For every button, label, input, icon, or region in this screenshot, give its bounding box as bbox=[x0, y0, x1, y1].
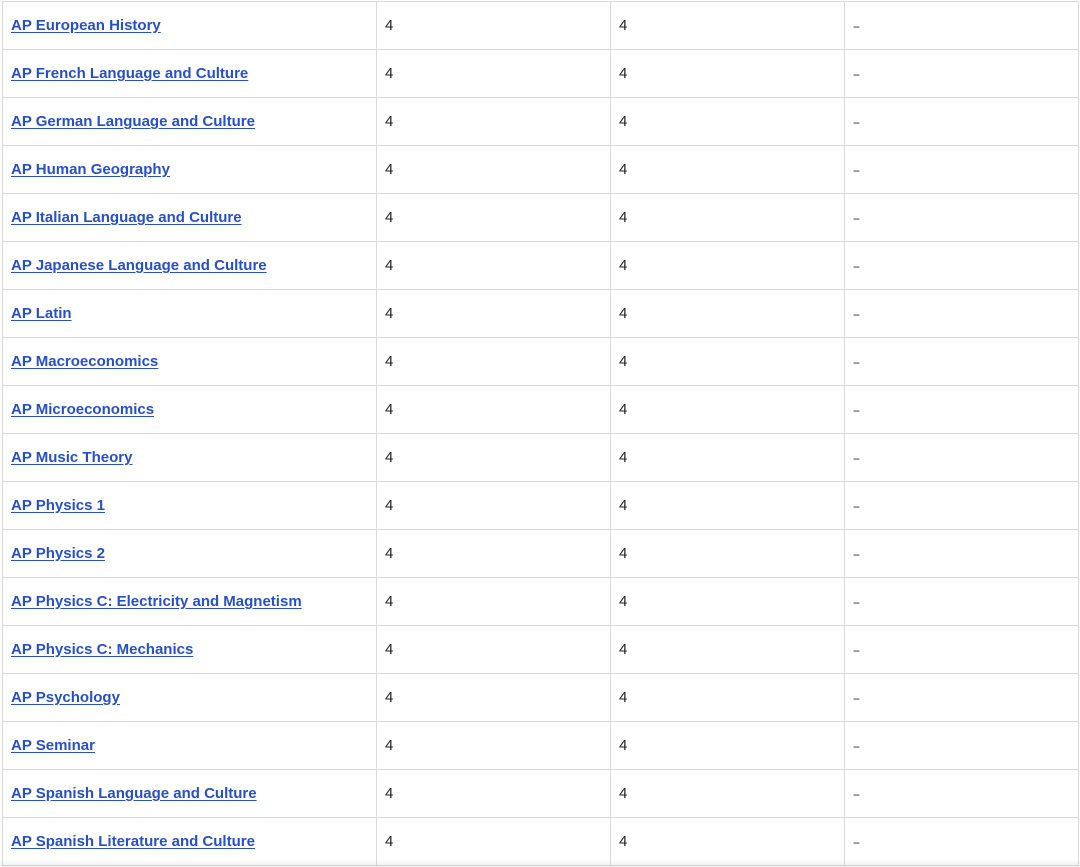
score-cell: 4 bbox=[377, 530, 611, 578]
empty-value: -- bbox=[853, 691, 859, 705]
table-row bbox=[3, 338, 1079, 386]
credit-cell bbox=[845, 770, 1079, 818]
table-row bbox=[3, 146, 1079, 194]
table-row bbox=[3, 98, 1079, 146]
course-cell bbox=[3, 2, 377, 50]
course-link[interactable]: AP Seminar bbox=[11, 737, 95, 754]
empty-value: -- bbox=[853, 67, 859, 81]
course-link[interactable]: AP Physics 2 bbox=[11, 545, 105, 562]
course-cell bbox=[3, 146, 377, 194]
bottom-fade bbox=[0, 859, 1080, 867]
score-cell: 4 bbox=[611, 290, 845, 338]
course-cell bbox=[3, 578, 377, 626]
score-cell: 4 bbox=[377, 578, 611, 626]
course-link[interactable]: AP Physics 1 bbox=[11, 497, 105, 514]
score-cell: 4 bbox=[377, 386, 611, 434]
table-row bbox=[3, 578, 1079, 626]
score-cell: 4 bbox=[611, 530, 845, 578]
credit-cell bbox=[845, 50, 1079, 98]
empty-value: -- bbox=[853, 355, 859, 369]
empty-value: -- bbox=[853, 403, 859, 417]
score-cell: 4 bbox=[611, 722, 845, 770]
score-cell: 4 bbox=[611, 194, 845, 242]
score-cell: 4 bbox=[611, 338, 845, 386]
course-cell bbox=[3, 290, 377, 338]
table-row bbox=[3, 674, 1079, 722]
empty-value: -- bbox=[853, 595, 859, 609]
course-cell bbox=[3, 434, 377, 482]
credit-cell bbox=[845, 242, 1079, 290]
empty-value: -- bbox=[853, 739, 859, 753]
score-cell: 4 bbox=[611, 386, 845, 434]
empty-value: -- bbox=[853, 259, 859, 273]
credit-cell bbox=[845, 386, 1079, 434]
course-cell bbox=[3, 194, 377, 242]
score-cell: 4 bbox=[377, 242, 611, 290]
course-cell bbox=[3, 626, 377, 674]
score-cell: 4 bbox=[611, 50, 845, 98]
score-cell: 4 bbox=[377, 722, 611, 770]
course-cell bbox=[3, 482, 377, 530]
credit-cell bbox=[845, 290, 1079, 338]
score-cell: 4 bbox=[611, 434, 845, 482]
table-row bbox=[3, 290, 1079, 338]
table-row bbox=[3, 2, 1079, 50]
course-link[interactable]: AP Spanish Language and Culture bbox=[11, 785, 257, 802]
course-cell bbox=[3, 770, 377, 818]
score-cell: 4 bbox=[377, 98, 611, 146]
score-cell: 4 bbox=[611, 146, 845, 194]
table-row bbox=[3, 530, 1079, 578]
table-row bbox=[3, 50, 1079, 98]
credit-cell bbox=[845, 146, 1079, 194]
credit-cell bbox=[845, 338, 1079, 386]
score-cell: 4 bbox=[377, 626, 611, 674]
score-cell: 4 bbox=[377, 482, 611, 530]
table-row bbox=[3, 770, 1079, 818]
table-body bbox=[3, 2, 1079, 866]
empty-value: -- bbox=[853, 451, 859, 465]
course-cell bbox=[3, 386, 377, 434]
score-cell: 4 bbox=[377, 674, 611, 722]
score-cell: 4 bbox=[611, 770, 845, 818]
course-link[interactable]: AP Psychology bbox=[11, 689, 120, 706]
course-link[interactable]: AP Italian Language and Culture bbox=[11, 209, 242, 226]
empty-value: -- bbox=[853, 835, 859, 849]
course-link[interactable]: AP European History bbox=[11, 17, 161, 34]
score-cell: 4 bbox=[611, 578, 845, 626]
score-cell: 4 bbox=[377, 338, 611, 386]
course-cell bbox=[3, 242, 377, 290]
empty-value: -- bbox=[853, 211, 859, 225]
credit-cell bbox=[845, 482, 1079, 530]
course-cell bbox=[3, 530, 377, 578]
course-link[interactable]: AP Japanese Language and Culture bbox=[11, 257, 267, 274]
course-link[interactable]: AP Physics C: Electricity and Magnetism bbox=[11, 593, 302, 610]
score-cell: 4 bbox=[377, 146, 611, 194]
course-link[interactable]: AP Microeconomics bbox=[11, 401, 155, 418]
credit-cell bbox=[845, 674, 1079, 722]
table-row bbox=[3, 434, 1079, 482]
table-row bbox=[3, 386, 1079, 434]
course-link[interactable]: AP Physics C: Mechanics bbox=[11, 641, 194, 658]
credit-cell bbox=[845, 194, 1079, 242]
score-cell: 4 bbox=[611, 482, 845, 530]
credit-cell bbox=[845, 626, 1079, 674]
course-link[interactable]: AP Spanish Literature and Culture bbox=[11, 833, 255, 850]
score-cell: 4 bbox=[611, 818, 845, 866]
score-cell: 4 bbox=[377, 290, 611, 338]
score-cell: 4 bbox=[377, 50, 611, 98]
score-cell: 4 bbox=[611, 242, 845, 290]
credit-cell bbox=[845, 722, 1079, 770]
course-link[interactable]: AP Macroeconomics bbox=[11, 353, 159, 370]
empty-value: -- bbox=[853, 547, 859, 561]
credit-cell bbox=[845, 578, 1079, 626]
credit-cell bbox=[845, 434, 1079, 482]
score-cell: 4 bbox=[611, 626, 845, 674]
score-cell: 4 bbox=[611, 2, 845, 50]
ap-credit-table bbox=[2, 1, 1079, 866]
course-link[interactable]: AP Latin bbox=[11, 305, 72, 322]
score-cell: 4 bbox=[377, 194, 611, 242]
empty-value: -- bbox=[853, 163, 859, 177]
score-cell: 4 bbox=[377, 770, 611, 818]
empty-value: -- bbox=[853, 499, 859, 513]
course-link[interactable]: AP German Language and Culture bbox=[11, 113, 255, 130]
score-cell: 4 bbox=[377, 818, 611, 866]
course-cell bbox=[3, 674, 377, 722]
table-row bbox=[3, 722, 1079, 770]
table-row bbox=[3, 194, 1079, 242]
course-link[interactable]: AP French Language and Culture bbox=[11, 65, 249, 82]
score-cell: 4 bbox=[611, 674, 845, 722]
table-row bbox=[3, 626, 1079, 674]
score-cell: 4 bbox=[611, 98, 845, 146]
course-cell bbox=[3, 722, 377, 770]
empty-value: -- bbox=[853, 787, 859, 801]
score-cell: 4 bbox=[377, 2, 611, 50]
table-row bbox=[3, 242, 1079, 290]
course-cell bbox=[3, 50, 377, 98]
course-cell bbox=[3, 98, 377, 146]
course-link[interactable]: AP Music Theory bbox=[11, 449, 133, 466]
empty-value: -- bbox=[853, 643, 859, 657]
credit-cell bbox=[845, 2, 1079, 50]
empty-value: -- bbox=[853, 19, 859, 33]
empty-value: -- bbox=[853, 115, 859, 129]
credit-cell bbox=[845, 530, 1079, 578]
course-link[interactable]: AP Human Geography bbox=[11, 161, 170, 178]
course-cell bbox=[3, 338, 377, 386]
table-row bbox=[3, 482, 1079, 530]
score-cell: 4 bbox=[377, 434, 611, 482]
credit-cell bbox=[845, 98, 1079, 146]
empty-value: -- bbox=[853, 307, 859, 321]
